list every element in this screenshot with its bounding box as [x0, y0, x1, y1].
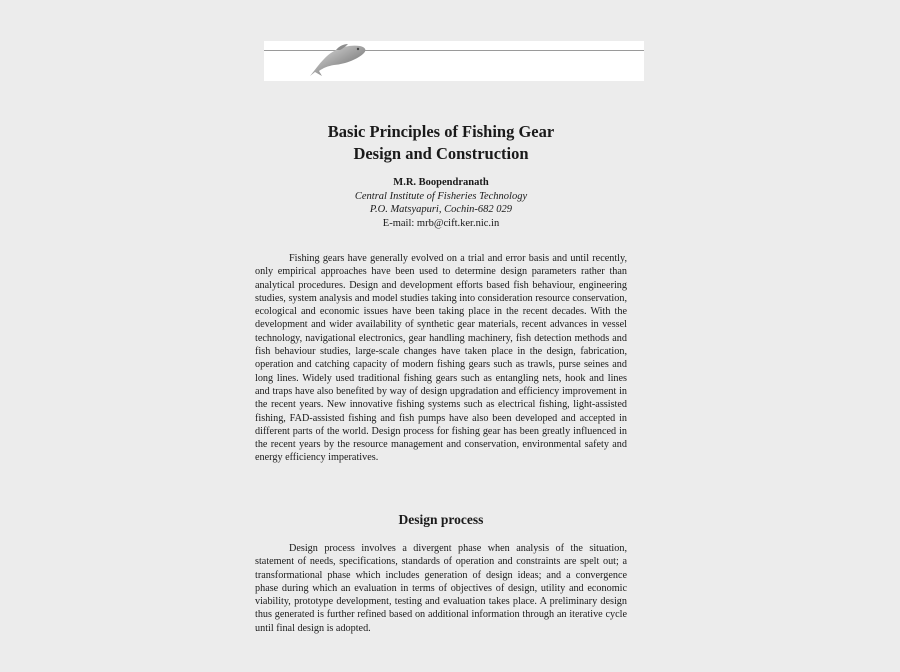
section-heading: Design process: [398, 512, 484, 527]
email-address: mrb@cift.ker.nic.in: [416, 217, 500, 229]
author-name: M.R. Boopendranath: [393, 177, 489, 188]
title-line-1: Basic Principles of Fishing Gear: [327, 122, 555, 141]
email-label: E-mail:: [382, 217, 415, 229]
title-line-2: Design and Construction: [353, 144, 529, 163]
author-affiliation: Central Institute of Fisheries Technology: [354, 190, 528, 202]
fish-icon: [306, 40, 368, 78]
abstract-paragraph: Fishing gears have generally evolved on a trial and error basis and until recently, only empirical approaches have been used to determine design parameters rather than analytical procedures. Design and development efforts based fish behaviour, engineering studies, system analysis and model studies taking into consideration resource conservation, ecological and economic issues have been taking place in the recent decades. With the development and wider availability of synthetic gear materials, recent advances in vessel technology, navigational electronics, gear handling machinery, fish detection methods and fish behaviour studies, large-scale changes have taken place in the design, fabrication, operation and catching capacity of modern fishing gears such as trawls, purse seines and long lines. Widely used traditional fishing gears such as entangling nets, hook and lines and traps have also benefited by way of design upgradation and efficiency improvement in the recent years. New innovative fishing systems such as electrical fishing, light-assisted fishing, FAD-assisted fishing and fish pumps have also been developed and accepted in different parts of the world. Design process for fishing gear has been greatly influenced in the recent years by the resource management and conservation, environmental safety and energy efficiency imperatives.: [255, 253, 627, 464]
author-address: P.O. Matsyapuri, Cochin-682 029: [369, 204, 513, 215]
author-email-line: [255, 217, 627, 231]
paper-title: [255, 121, 627, 165]
section-paragraph: Design process involves a divergent phase when analysis of the situation, statement of needs, specifications, standards of operation and constraints are spelt out; a transformational phase which includes generation of design ideas; and a convergence phase during which an evaluation in terms of objectives of design, utility and economic viability, prototype development, testing and evaluation takes place. A preliminary design thus generated is further refined based on additional information through an iterative cycle until final design is adopted.: [255, 543, 627, 634]
author-block: [255, 176, 627, 230]
